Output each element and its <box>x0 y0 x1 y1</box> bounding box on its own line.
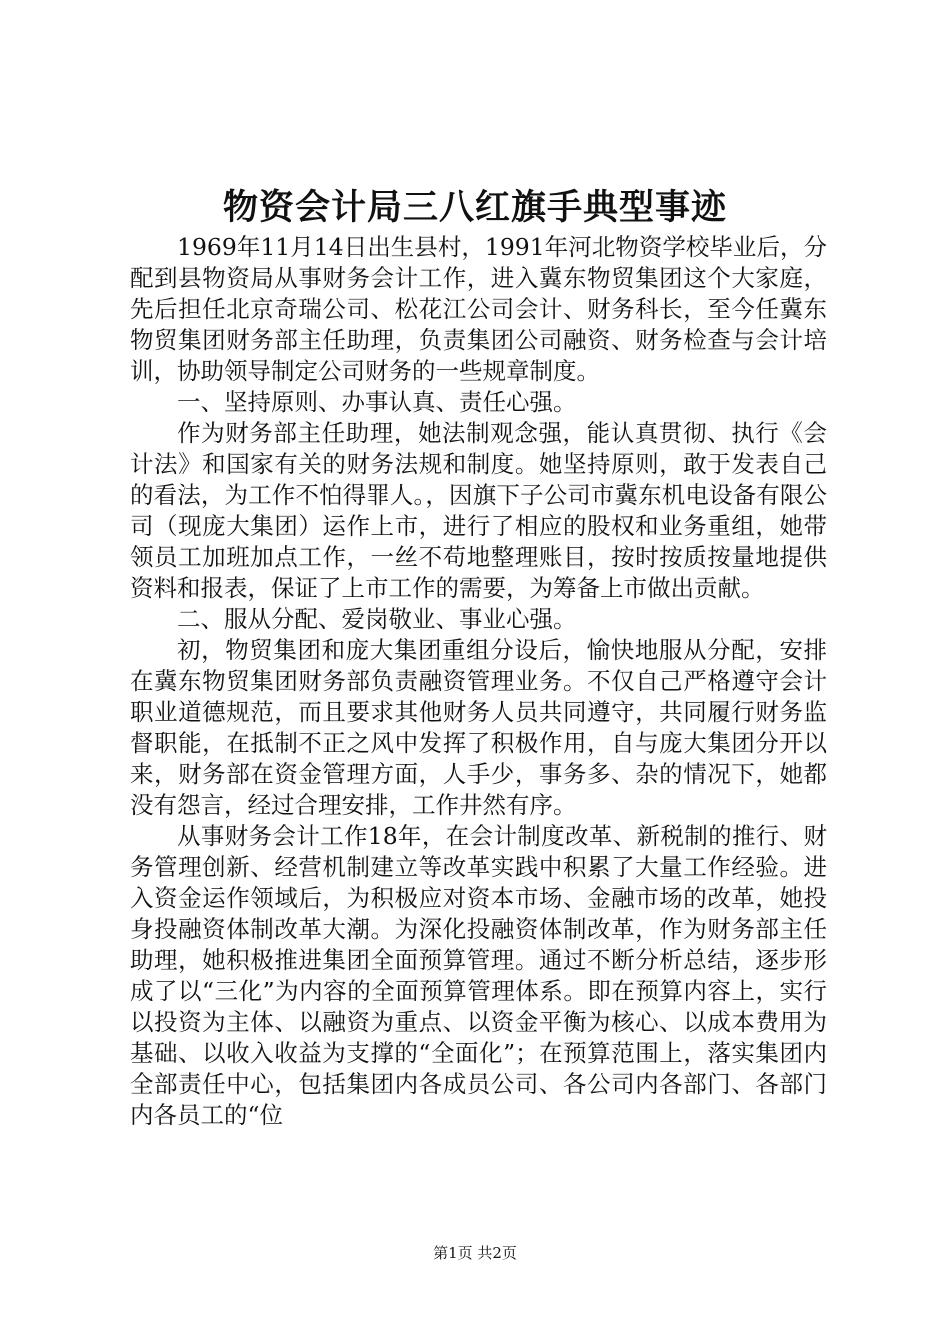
section-heading-1: 一、坚持原则、办事认真、责任心强。 <box>177 388 577 416</box>
document-title: 物资会计局三八红旗手典型事迹 <box>222 187 727 228</box>
paragraph-section-2: 初，物贸集团和庞大集团重组分设后，愉快地服从分配，安排在冀东物贸集团财务部负责融资管理业务。不仅自己严格遵守会计职业道德规范，而且要求其他财务人员共同遵守，共同履行财务监督职能，在抵制不正之风中发挥了积极作用，自与庞大集团分开以来，财务部在资金管理方面，人手少，事务多、杂的情况下，她都没有怨言，经过合理安排，工作井然有序。 <box>130 636 827 819</box>
document-body <box>130 232 827 1131</box>
paragraph-experience: 从事财务会计工作18年，在会计制度改革、新税制的推行、财务管理创新、经营机制建立等改革实践中积累了大量工作经验。进入资金运作领域后，为积极应对资本市场、金融市场的改革，她投身投融资体制改革大潮。为深化投融资体制改革，作为财务部主任助理，她积极推进集团全面预算管理。通过不断分析总结，逐步形成了以“三化”为内容的全面预算管理体系。即在预算内容上，实行以投资为主体、以融资为重点、以资金平衡为核心、以成本费用为基础、以收入收益为支撑的“全面化”；在预算范围上，落实集团内全部责任中心，包括集团内各成员公司、各公司内各部门、各部门内各员工的“位 <box>130 822 827 1129</box>
page-footer: 第1页 共2页 <box>433 1244 517 1262</box>
paragraph-intro: 1969年11月14日出生县村，1991年河北物资学校毕业后，分配到县物资局从事财务会计工作，进入冀东物贸集团这个大家庭，先后担任北京奇瑞公司、松花江公司会计、财务科长，至今任冀东物贸集团财务部主任助理，负责集团公司融资、财务检查与会计培训，协助领导制定公司财务的一些规章制度。 <box>130 233 827 385</box>
paragraph-section-1: 作为财务部主任助理，她法制观念强，能认真贯彻、执行《会计法》和国家有关的财务法规和制度。她坚持原则，敢于发表自己的看法，为工作不怕得罪人。，因旗下子公司市冀东机电设备有限公司（现庞大集团）运作上市，进行了相应的股权和业务重组，她带领员工加班加点工作，一丝不苟地整理账目，按时按质按量地提供资料和报表，保证了上市工作的需要，为筹备上市做出贡献。 <box>130 419 827 602</box>
section-heading-2: 二、服从分配、爱岗敬业、事业心强。 <box>177 605 577 633</box>
